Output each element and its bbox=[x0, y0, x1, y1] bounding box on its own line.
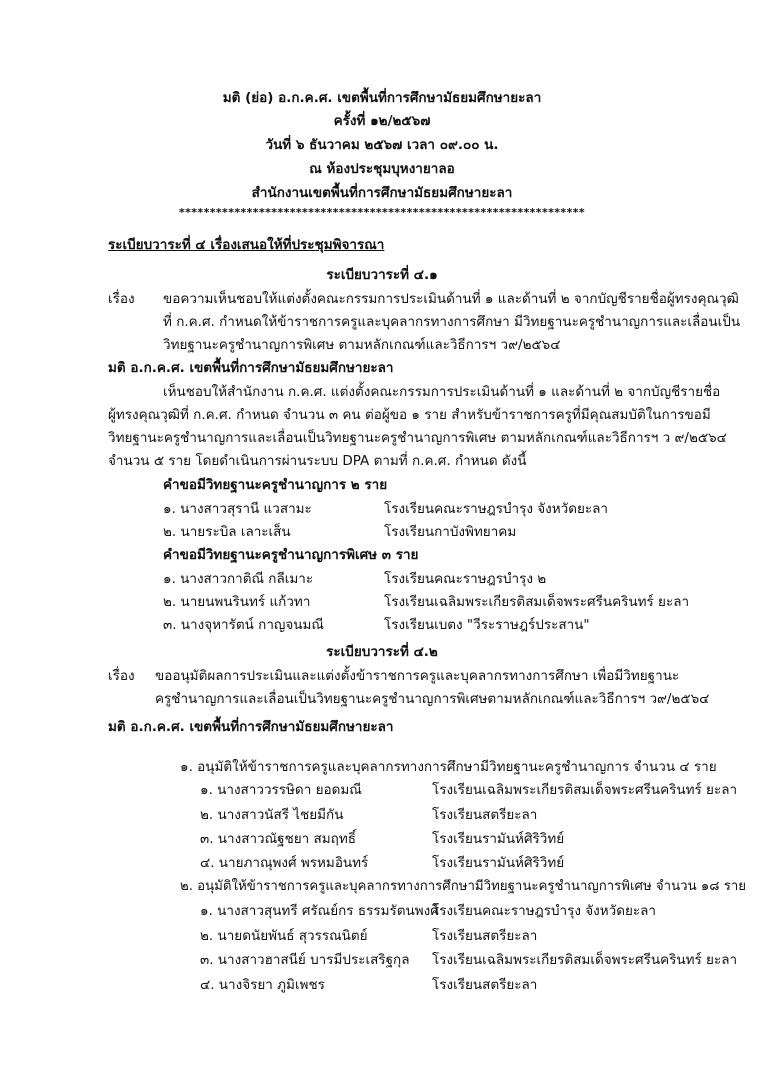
approval2-school: โรงเรียนคณะราษฎรบำรุง จังหวัดยะลา bbox=[432, 903, 656, 919]
group1-school: โรงเรียนคณะราษฎรบำรุง จังหวัดยะลา bbox=[384, 501, 608, 517]
approval1-name: ๔. นายภาณุพงศ์ พรหมอินทร์ bbox=[200, 855, 369, 871]
approval1-name: ๒. นางสาวนัสรี ไชยมีกัน bbox=[200, 807, 344, 823]
header-title: มติ (ย่อ) อ.ก.ค.ศ. เขตพื้นที่การศึกษามัธยมศึกษายะลา bbox=[222, 90, 542, 106]
item1-resolution-line: เห็นชอบให้สำนักงาน ก.ค.ศ. แต่งตั้งคณะกรรมการประเมินด้านที่ ๑ และด้านที่ ๒ จากบัญชีรายชื่อ bbox=[163, 384, 721, 400]
group1-name: ๑. นางสาวสุรานี แวสามะ bbox=[163, 501, 312, 517]
agenda-heading: ระเบียบวาระที่ ๔ เรื่องเสนอให้ที่ประชุมพิจารณา bbox=[108, 237, 385, 253]
star-separator: ****************************************************************** bbox=[178, 206, 586, 219]
approval2-school: โรงเรียนสตรียะลา bbox=[432, 928, 538, 944]
approval2-name: ๒. นายดนัยพันธ์ สุวรรณนิตย์ bbox=[200, 928, 368, 944]
item2-title: ระเบียบวาระที่ ๔.๒ bbox=[326, 644, 438, 660]
meeting-venue: ณ ห้องประชุมบุหงายาลอ bbox=[309, 161, 455, 177]
approval2-school: โรงเรียนสตรียะลา bbox=[432, 977, 538, 993]
office-name: สำนักงานเขตพื้นที่การศึกษามัธยมศึกษายะลา bbox=[251, 185, 513, 201]
approval1-school: โรงเรียนรามันห์ศิริวิทย์ bbox=[432, 855, 565, 871]
item1-subject-label: เรื่อง bbox=[108, 291, 135, 307]
approval1-school: โรงเรียนเฉลิมพระเกียรติสมเด็จพระศรีนครินทร์ ยะลา bbox=[432, 782, 738, 798]
item2-resolution-label: มติ อ.ก.ค.ศ. เขตพื้นที่การศึกษามัธยมศึกษายะลา bbox=[108, 719, 394, 735]
item1-resolution-line: วิทยฐานะครูชำนาญการและเลื่อนเป็นวิทยฐานะครูชำนาญการพิเศษ ตามหลักเกณฑ์และวิธีการฯ ว ๙/๒๕๖๔ bbox=[108, 430, 727, 446]
group2-school: โรงเรียนเบตง "วีระราษฎร์ประสาน" bbox=[384, 617, 590, 633]
group1-school: โรงเรียนกาบังพิทยาคม bbox=[384, 524, 517, 540]
approval2-text: ๒. อนุมัติให้ข้าราชการครูและบุคลากรทางการศึกษามีวิทยฐานะครูชำนาญการพิเศษ จำนวน ๑๘ ราย bbox=[180, 879, 747, 894]
group2-heading: คำขอมีวิทยฐานะครูชำนาญการพิเศษ ๓ ราย bbox=[163, 547, 419, 563]
item1-resolution-line: จำนวน ๕ ราย โดยดำเนินการผ่านระบบ DPA ตามที่ ก.ค.ศ. กำหนด ดังนี้ bbox=[108, 453, 527, 469]
item2-subject-line: ครูชำนาญการและเลื่อนเป็นวิทยฐานะครูชำนาญการพิเศษตามหลักเกณฑ์และวิธีการฯ ว๙/๒๕๖๔ bbox=[155, 691, 710, 707]
group2-school: โรงเรียนเฉลิมพระเกียรติสมเด็จพระศรีนครินทร์ ยะลา bbox=[384, 594, 690, 610]
approval2-school: โรงเรียนเฉลิมพระเกียรติสมเด็จพระศรีนครินทร์ ยะลา bbox=[432, 952, 738, 968]
item2-subject-label: เรื่อง bbox=[108, 668, 135, 684]
approval1-school: โรงเรียนรามันห์ศิริวิทย์ bbox=[432, 831, 565, 847]
item1-subject-line: ที่ ก.ค.ศ. กำหนดให้ข้าราชการครูและบุคลากรทางการศึกษา มีวิทยฐานะครูชำนาญการและเลื่อนเป็น bbox=[163, 314, 741, 330]
meeting-date: วันที่ ๖ ธันวาคม ๒๕๖๗ เวลา ๐๙.๐๐ น. bbox=[265, 137, 499, 153]
group1-name: ๒. นายระบิล เลาะเส็น bbox=[163, 524, 291, 540]
approval2-name: ๓. นางสาวฮาสนีย์ บารมีประเสริฐกุล bbox=[200, 952, 410, 968]
approval2-name: ๔. นางจิรยา ภูมิเพชร bbox=[200, 977, 325, 993]
approval2-name: ๑. นางสาวสุนทรี ศรัณย์กร ธรรมรัตนพงศ์ bbox=[200, 903, 439, 919]
group2-school: โรงเรียนคณะราษฎรบำรุง ๒ bbox=[384, 571, 547, 587]
item1-resolution-label: มติ อ.ก.ค.ศ. เขตพื้นที่การศึกษามัธยมศึกษายะลา bbox=[108, 360, 394, 376]
approval1-name: ๑. นางสาววรรษิดา ยอดมณี bbox=[200, 782, 362, 798]
group2-name: ๓. นางจุหารัตน์ กาญจนมณี bbox=[163, 617, 324, 633]
approval1-name: ๓. นางสาวณัฐชยา สมฤทธิ์ bbox=[200, 831, 356, 847]
group2-name: ๒. นายนพนรินทร์ แก้วทา bbox=[163, 594, 311, 610]
group1-heading: คำขอมีวิทยฐานะครูชำนาญการ ๒ ราย bbox=[163, 477, 388, 493]
item1-resolution-line: ผู้ทรงคุณวุฒิที่ ก.ค.ศ. กำหนด จำนวน ๓ คน ต่อผู้ขอ ๑ ราย สำหรับข้าราชการครูที่มีคุณสมบัติในการขอมี bbox=[108, 407, 711, 423]
approval1-school: โรงเรียนสตรียะลา bbox=[432, 807, 538, 823]
approval1-text: ๑. อนุมัติให้ข้าราชการครูและบุคลากรทางการศึกษามีวิทยฐานะครูชำนาญการ จำนวน ๔ ราย bbox=[180, 759, 717, 775]
item1-subject-line: วิทยฐานะครูชำนาญการพิเศษ ตามหลักเกณฑ์และวิธีการฯ ว๙/๒๕๖๔ bbox=[163, 337, 561, 353]
group2-name: ๑. นางสาวกาติณี กลีเมาะ bbox=[163, 571, 314, 587]
item1-title: ระเบียบวาระที่ ๔.๑ bbox=[326, 267, 438, 283]
meeting-number: ครั้งที่ ๑๒/๒๕๖๗ bbox=[333, 113, 431, 129]
item1-subject-line: ขอความเห็นชอบให้แต่งตั้งคณะกรรมการประเมินด้านที่ ๑ และด้านที่ ๒ จากบัญชีรายชื่อผู้ทรงคุณวุฒิ bbox=[163, 291, 739, 307]
item2-subject-line: ขออนุมัติผลการประเมินและแต่งตั้งข้าราชการครูและบุคลากรทางการศึกษา เพื่อมีวิทยฐานะ bbox=[155, 668, 680, 684]
